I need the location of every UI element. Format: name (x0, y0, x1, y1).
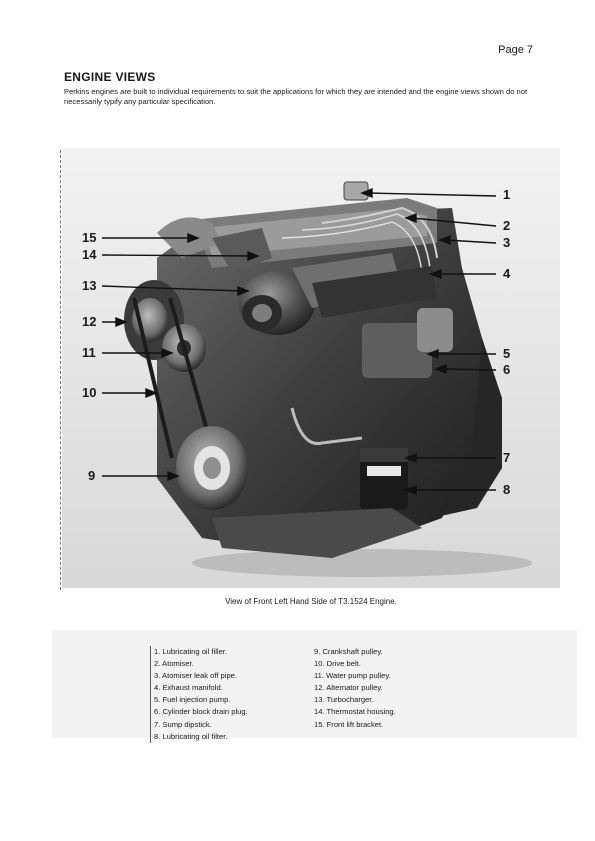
legend-item: 3. Atomiser leak off pipe. (150, 670, 248, 682)
legend-item: 7. Sump dipstick. (150, 719, 248, 731)
callout-4: 4 (503, 266, 511, 281)
engine-photo (62, 148, 560, 588)
legend-item: 5. Fuel injection pump. (150, 694, 248, 706)
callout-13: 13 (82, 278, 97, 293)
intro-paragraph: Perkins engines are built to individual requirements to suit the applications for which they are intended and the engine views shown do not necessarily typify any particular specification. (64, 87, 528, 106)
callout-15: 15 (82, 230, 97, 245)
figure-caption: View of Front Left Hand Side of T3.1524 Engine. (225, 597, 397, 606)
legend-item: 14. Thermostat housing. (314, 707, 396, 717)
legend-item: 11. Water pump pulley. (314, 671, 391, 681)
legend-item: 12. Alternator pulley. (314, 683, 383, 693)
callout-10: 10 (82, 385, 97, 400)
callout-9: 9 (88, 468, 96, 483)
callout-2: 2 (503, 218, 511, 233)
legend-item: 13. Turbocharger. (314, 695, 374, 705)
callout-7: 7 (503, 450, 511, 465)
callout-11: 11 (82, 345, 96, 360)
legend-right-column (314, 646, 396, 731)
legend-item: 10. Drive belt. (314, 659, 361, 669)
legend-item: 4. Exhaust manifold. (150, 682, 248, 694)
legend-item: 15. Front lift bracket. (314, 719, 384, 729)
callout-14: 14 (82, 247, 97, 262)
legend-item: 2. Atomiser. (150, 658, 248, 670)
callout-12: 12 (82, 314, 97, 329)
legend-left-column (150, 646, 248, 743)
callout-8: 8 (503, 482, 511, 497)
callout-6: 6 (503, 362, 511, 377)
legend-item: 9. Crankshaft pulley. (314, 647, 383, 656)
page-number: Page 7 (498, 44, 533, 56)
legend-item: 6. Cylinder block drain plug. (150, 706, 248, 718)
callout-3: 3 (503, 235, 511, 250)
section-title: ENGINE VIEWS (64, 70, 156, 84)
legend-item: 1. Lubricating oil filler. (150, 646, 248, 658)
callout-1: 1 (503, 187, 511, 202)
callout-5: 5 (503, 346, 511, 361)
figure-panel (62, 148, 560, 588)
legend-item: 8. Lubricating oil filter. (150, 731, 248, 743)
